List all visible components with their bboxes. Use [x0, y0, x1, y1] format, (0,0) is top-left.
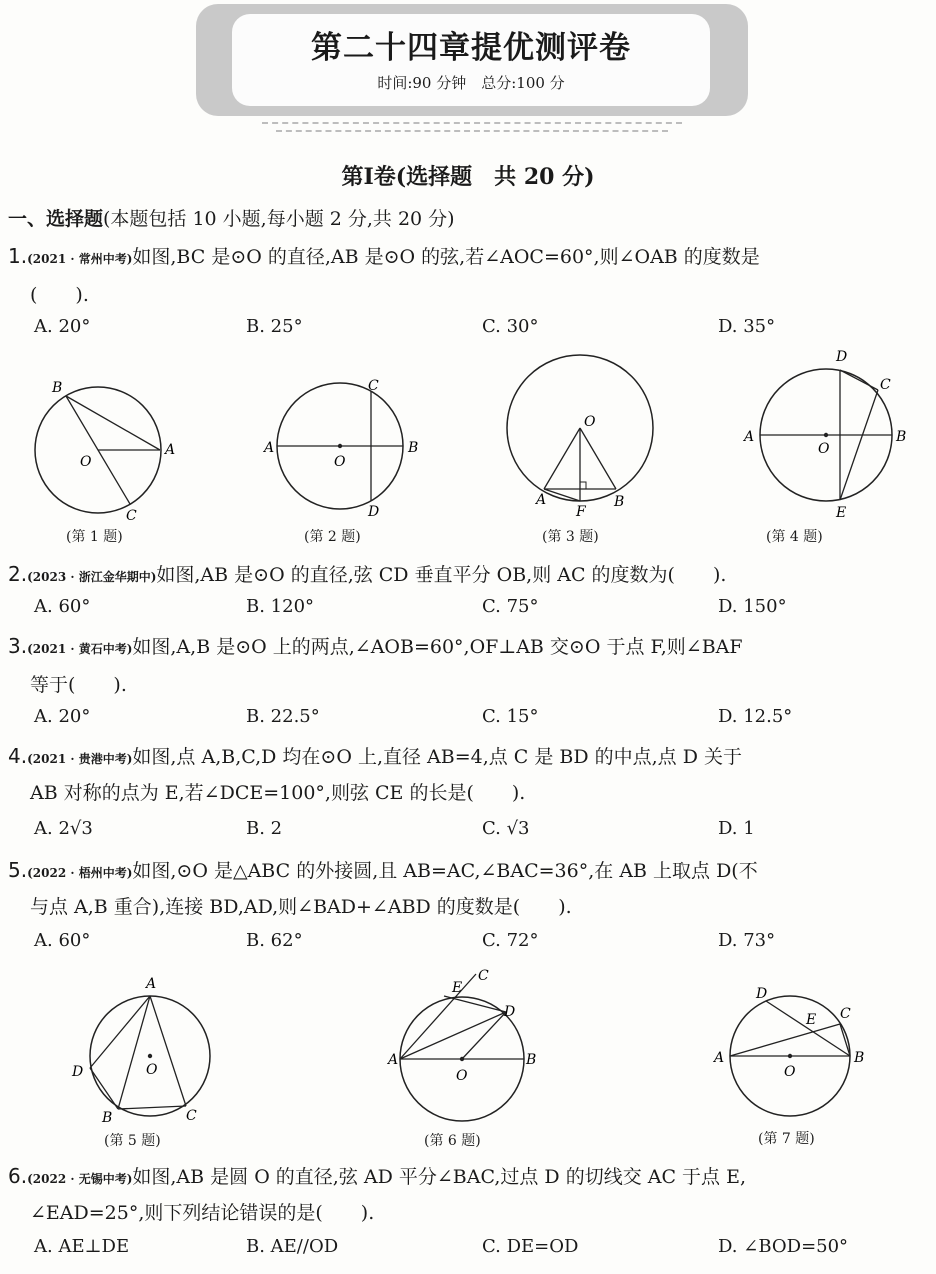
point-label: D — [504, 1004, 516, 1020]
question-source: (2023 · 浙江金华期中) — [27, 570, 157, 584]
point-label: O — [80, 454, 92, 470]
figure-6 — [386, 962, 556, 1132]
option-a: A. 2√3 — [34, 818, 93, 839]
question-1 — [8, 242, 760, 269]
figure-3 — [500, 352, 670, 522]
point-label: B — [854, 1050, 865, 1066]
point-label: C — [368, 378, 379, 394]
option-a: A. 60° — [34, 930, 91, 951]
figure-caption: (第 2 题) — [304, 529, 361, 545]
figure-1 — [20, 370, 180, 520]
point-label: O — [456, 1068, 468, 1084]
figure-caption: (第 6 题) — [424, 1133, 481, 1149]
figure-caption: (第 5 题) — [104, 1133, 161, 1149]
page-title: 第二十四章提优测评卷 — [311, 30, 631, 66]
point-label: B — [896, 429, 907, 445]
figure-2 — [260, 370, 430, 520]
part-label: 一、选择题 — [8, 208, 104, 230]
question-source: (2022 · 梧州中考) — [27, 866, 133, 880]
question-number: 2. — [8, 562, 28, 586]
option-b: B. 62° — [246, 930, 303, 951]
figure-caption: (第 3 题) — [542, 529, 599, 545]
option-b: B. 25° — [246, 316, 303, 337]
question-source: (2021 · 常州中考) — [27, 252, 133, 266]
point-label: A — [714, 1050, 725, 1066]
page-subtitle: 时间:90 分钟 总分:100 分 — [377, 74, 565, 92]
question-number: 5. — [8, 858, 28, 882]
question-text: 如图,⊙O 是△ABC 的外接圆,且 AB=AC,∠BAC=36°,在 AB 上取点 D(不 — [132, 860, 758, 882]
question-source: (2021 · 黄石中考) — [27, 642, 133, 656]
option-a: A. 20° — [34, 316, 91, 337]
point-label: A — [536, 492, 547, 508]
question-3-cont: 等于( ). — [30, 674, 127, 696]
figure-5 — [66, 972, 236, 1132]
option-b: B. 2 — [246, 818, 283, 839]
point-label: C — [126, 508, 137, 520]
point-label: D — [72, 1064, 84, 1080]
point-label: C — [880, 377, 891, 393]
point-label: C — [840, 1006, 851, 1022]
part-note: (本题包括 10 小题,每小题 2 分,共 20 分) — [103, 208, 455, 230]
option-b: B. 22.5° — [246, 706, 320, 727]
question-text: 如图,AB 是圆 O 的直径,弦 AD 平分∠BAC,过点 D 的切线交 AC 于点 E, — [132, 1166, 746, 1188]
question-6-cont: ∠EAD=25°,则下列结论错误的是( ). — [30, 1202, 375, 1224]
option-d: D. 12.5° — [718, 706, 793, 727]
option-c: C. √3 — [482, 818, 530, 839]
figure-caption: (第 1 题) — [66, 529, 123, 545]
option-a: A. 20° — [34, 706, 91, 727]
figure-caption: (第 7 题) — [758, 1131, 815, 1147]
question-text: 如图,点 A,B,C,D 均在⊙O 上,直径 AB=4,点 C 是 BD 的中点,点 D 关于 — [132, 746, 742, 768]
point-label: B — [102, 1110, 113, 1126]
section-heading: 第Ⅰ卷(选择题 共 20 分) — [341, 164, 595, 190]
point-label: B — [526, 1052, 537, 1068]
option-d: D. 1 — [718, 818, 755, 839]
point-label: A — [264, 440, 275, 456]
point-label: A — [744, 429, 755, 445]
divider — [262, 122, 682, 124]
question-2 — [8, 560, 726, 587]
point-label: C — [478, 968, 489, 984]
point-label: O — [818, 441, 830, 457]
part-heading — [8, 204, 455, 231]
divider — [276, 130, 668, 132]
question-1-cont: ( ). — [30, 284, 89, 306]
question-4 — [8, 742, 742, 769]
question-number: 6. — [8, 1164, 28, 1188]
option-d: D. ∠BOD=50° — [718, 1236, 849, 1257]
point-label: B — [52, 380, 63, 396]
point-label: O — [146, 1062, 158, 1078]
question-5-cont: 与点 A,B 重合),连接 BD,AD,则∠BAD+∠ABD 的度数是( ). — [30, 896, 572, 918]
option-c: C. 30° — [482, 316, 539, 337]
option-c: C. 72° — [482, 930, 539, 951]
option-c: C. DE=OD — [482, 1236, 579, 1257]
option-a: A. AE⊥DE — [34, 1236, 130, 1257]
question-text: 如图,A,B 是⊙O 上的两点,∠AOB=60°,OF⊥AB 交⊙O 于点 F,则∠BAF — [132, 636, 743, 658]
point-label: D — [368, 504, 380, 520]
point-label: F — [576, 504, 586, 520]
figure-caption: (第 4 题) — [766, 529, 823, 545]
point-label: O — [584, 414, 596, 430]
point-label: A — [388, 1052, 399, 1068]
option-d: D. 35° — [718, 316, 776, 337]
question-number: 1. — [8, 244, 28, 268]
point-label: E — [806, 1012, 817, 1028]
point-label: E — [452, 980, 463, 996]
question-text: 如图,AB 是⊙O 的直径,弦 CD 垂直平分 OB,则 AC 的度数为( ). — [156, 564, 727, 586]
option-a: A. 60° — [34, 596, 91, 617]
point-label: O — [784, 1064, 796, 1080]
question-6 — [8, 1162, 746, 1189]
point-label: C — [186, 1108, 197, 1124]
question-text: 如图,BC 是⊙O 的直径,AB 是⊙O 的弦,若∠AOC=60°,则∠OAB 的度数是 — [132, 246, 760, 268]
question-3 — [8, 632, 743, 659]
point-label: B — [408, 440, 419, 456]
option-c: C. 75° — [482, 596, 539, 617]
option-d: D. 73° — [718, 930, 776, 951]
point-label: D — [836, 349, 848, 365]
question-5 — [8, 856, 758, 883]
point-label: D — [756, 986, 768, 1002]
figure-7 — [712, 980, 882, 1130]
question-source: (2022 · 无锡中考) — [27, 1172, 133, 1186]
figure-4 — [740, 345, 920, 525]
point-label: A — [165, 442, 176, 458]
point-label: B — [614, 494, 625, 510]
question-number: 4. — [8, 744, 28, 768]
option-b: B. 120° — [246, 596, 315, 617]
option-c: C. 15° — [482, 706, 539, 727]
point-label: E — [836, 505, 847, 521]
point-label: A — [146, 976, 157, 992]
option-b: B. AE//OD — [246, 1236, 339, 1257]
option-d: D. 150° — [718, 596, 787, 617]
question-number: 3. — [8, 634, 28, 658]
point-label: O — [334, 454, 346, 470]
question-4-cont: AB 对称的点为 E,若∠DCE=100°,则弦 CE 的长是( ). — [30, 782, 526, 804]
question-source: (2021 · 贵港中考) — [27, 752, 133, 766]
